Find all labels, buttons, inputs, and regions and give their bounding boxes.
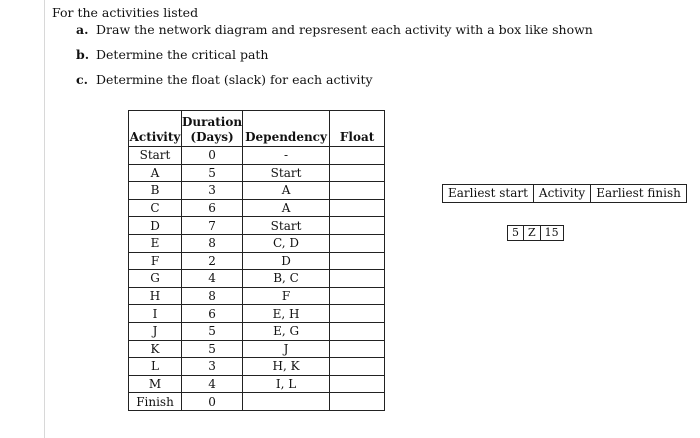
cell-activity: A — [129, 164, 182, 182]
cell-float — [330, 340, 385, 358]
table-row — [129, 182, 385, 200]
example-finish: 15 — [544, 226, 559, 239]
cell-duration: 2 — [182, 252, 243, 270]
table-row — [129, 252, 385, 270]
cell-float — [330, 287, 385, 305]
cell-dependency: A — [243, 182, 330, 200]
table-row — [129, 270, 385, 288]
task-item-a — [76, 22, 593, 47]
task-label: a. — [76, 22, 89, 37]
cell-dependency: A — [243, 199, 330, 217]
header-duration — [182, 111, 243, 147]
table-row — [129, 217, 385, 235]
task-label: c. — [76, 72, 88, 87]
cell-activity: E — [129, 234, 182, 252]
header-float: Float — [330, 111, 385, 147]
cell-duration: 5 — [182, 322, 243, 340]
table-header-row — [129, 111, 385, 147]
table-row — [129, 305, 385, 323]
task-label: b. — [76, 47, 90, 62]
header-dependency: Dependency — [243, 111, 330, 147]
cell-activity: F — [129, 252, 182, 270]
cell-duration: 3 — [182, 182, 243, 200]
table-row — [129, 234, 385, 252]
legend-earliest-start: Earliest start — [443, 185, 534, 202]
intro-text: For the activities listed — [52, 5, 199, 20]
node-legend-box — [442, 184, 687, 203]
cell-float — [330, 252, 385, 270]
cell-float — [330, 217, 385, 235]
cell-float — [330, 199, 385, 217]
legend-activity: Activity — [534, 185, 591, 202]
cell-activity: H — [129, 287, 182, 305]
task-text: Draw the network diagram and repsresent each activity with a box like shown — [96, 22, 593, 37]
table-row — [129, 393, 385, 411]
table-row — [129, 164, 385, 182]
cell-duration: 6 — [182, 199, 243, 217]
cell-duration: 6 — [182, 305, 243, 323]
cell-activity: I — [129, 305, 182, 323]
task-text: Determine the critical path — [96, 47, 269, 62]
cell-float — [330, 358, 385, 376]
cell-duration: 0 — [182, 393, 243, 411]
cell-dependency: D — [243, 252, 330, 270]
cell-duration: 4 — [182, 375, 243, 393]
cell-activity: D — [129, 217, 182, 235]
page-margin-line — [44, 0, 45, 438]
legend-earliest-finish: Earliest finish — [596, 186, 681, 200]
cell-activity: C — [129, 199, 182, 217]
cell-activity: Finish — [129, 393, 182, 411]
example-start: 5 — [508, 226, 524, 240]
cell-float — [330, 305, 385, 323]
cell-float — [330, 375, 385, 393]
cell-duration: 7 — [182, 217, 243, 235]
example-activity: Z — [524, 226, 541, 240]
cell-dependency: E, G — [243, 322, 330, 340]
table-row — [129, 287, 385, 305]
cell-activity: M — [129, 375, 182, 393]
header-duration-line2: (Days) — [190, 130, 234, 144]
task-item-c — [76, 72, 593, 97]
task-list — [76, 22, 593, 97]
table-row — [129, 199, 385, 217]
cell-activity: L — [129, 358, 182, 376]
node-example-box — [507, 225, 564, 241]
cell-float — [330, 147, 385, 165]
cell-float — [330, 182, 385, 200]
cell-duration: 8 — [182, 287, 243, 305]
cell-dependency: - — [243, 147, 330, 165]
cell-float — [330, 393, 385, 411]
cell-duration: 4 — [182, 270, 243, 288]
table-row — [129, 147, 385, 165]
task-text: Determine the float (slack) for each activity — [96, 72, 373, 87]
cell-dependency: Start — [243, 164, 330, 182]
cell-duration: 3 — [182, 358, 243, 376]
cell-float — [330, 270, 385, 288]
cell-duration: 0 — [182, 147, 243, 165]
cell-dependency: B, C — [243, 270, 330, 288]
cell-dependency — [243, 393, 330, 411]
table-row — [129, 375, 385, 393]
cell-duration: 5 — [182, 164, 243, 182]
activity-table — [128, 110, 385, 411]
cell-duration: 8 — [182, 234, 243, 252]
cell-float — [330, 322, 385, 340]
table-row — [129, 322, 385, 340]
cell-duration: 5 — [182, 340, 243, 358]
cell-dependency: I, L — [243, 375, 330, 393]
table-row — [129, 340, 385, 358]
cell-dependency: F — [243, 287, 330, 305]
cell-dependency: J — [243, 340, 330, 358]
cell-activity: Start — [129, 147, 182, 165]
header-duration-line1: Duration — [182, 115, 243, 129]
table-row — [129, 358, 385, 376]
cell-activity: J — [129, 322, 182, 340]
cell-dependency: C, D — [243, 234, 330, 252]
cell-activity: G — [129, 270, 182, 288]
cell-dependency: Start — [243, 217, 330, 235]
cell-float — [330, 234, 385, 252]
cell-dependency: H, K — [243, 358, 330, 376]
task-item-b — [76, 47, 593, 72]
cell-float — [330, 164, 385, 182]
cell-dependency: E, H — [243, 305, 330, 323]
header-activity: Activity — [129, 111, 182, 147]
cell-activity: K — [129, 340, 182, 358]
cell-activity: B — [129, 182, 182, 200]
